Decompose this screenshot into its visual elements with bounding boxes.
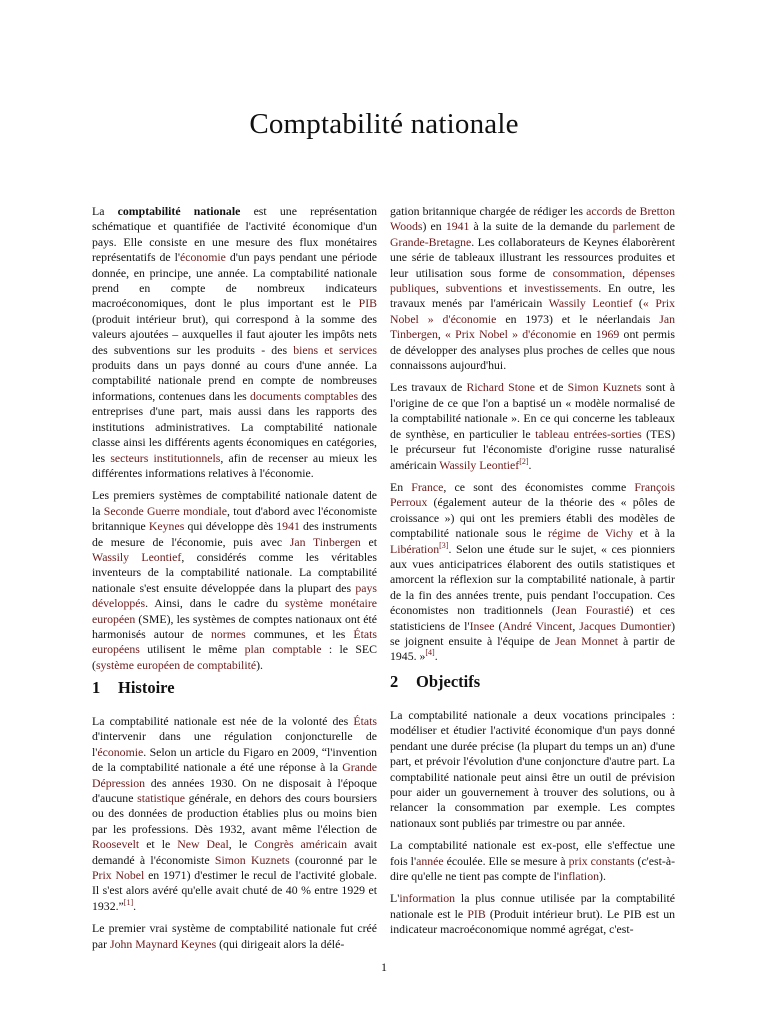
section-heading-objectifs <box>390 672 480 692</box>
link-statistique[interactable]: statistique <box>137 791 185 806</box>
bold-term: comptabilité nationale <box>117 204 241 218</box>
link-sec[interactable]: système européen de comptabilité <box>95 657 257 672</box>
link-richard-stone[interactable]: Richard Stone <box>466 380 536 395</box>
link-biens-services[interactable]: biens et services <box>293 342 377 357</box>
link-investissements[interactable]: investissements <box>524 281 599 296</box>
link-jean-monnet[interactable]: Jean Monnet <box>555 633 618 648</box>
link-france[interactable]: France <box>411 479 444 494</box>
link-tinbergen-b[interactable]: Jan Tinbergen <box>390 311 675 342</box>
link-pib[interactable]: PIB <box>358 296 377 311</box>
link-keynes[interactable]: Keynes <box>148 519 185 534</box>
link-bretton-woods[interactable]: accords de Bretton Woods <box>390 204 675 234</box>
link-1969[interactable]: 1969 <box>595 327 620 342</box>
link-parlement[interactable]: parlement <box>612 219 660 234</box>
link-roosevelt[interactable]: Roosevelt <box>92 837 140 852</box>
link-prix-nobel-economie-b[interactable]: « Prix Nobel » d'économie <box>445 327 577 342</box>
history-paragraph-3: gation britannique chargée de rédiger les accords de Bretton Woods) en 1941 à la suite de la demande du parlement de Grande-Bretagne. Les collaborateurs de Keynes élaborèrent une série de tableaux illustrant les ressources produites et leur utilisation sous forme de consommation, dépenses publiques, subventions et investissements. En outre, les travaux menés par l'américain Wassily Leontief (« Prix Nobel » d'économie en 1973) et le néerlandais Jan Tinbergen, « Prix Nobel » d'économie en 1969 ont permis de développer des analyses plus proches de celles que nous connaissons aujourd'hui. <box>390 204 676 373</box>
section-title: Objectifs <box>416 672 481 691</box>
link-1941[interactable]: 1941 <box>276 519 300 534</box>
link-pays-developpes[interactable]: pays développés <box>92 580 377 611</box>
link-grande-bretagne[interactable]: Grande-Bretagne <box>390 234 472 249</box>
reference-4[interactable]: [4] <box>425 648 435 658</box>
section-heading-histoire <box>92 678 175 698</box>
intro-paragraph-2: Les premiers systèmes de comptabilité nationale datent de la Seconde Guerre mondiale, tout d'abord avec l'économiste britannique Keynes qui développe dès 1941 des instruments de mesure de l'économie, puis avec Jan Tinbergen et Wassily Leontief, considérés comme les véritables inventeurs de la comptabilité nationale. La comptabilité nationale s'est ensuite développée dans la plupart des pays développés. Ainsi, dans le cadre du système monétaire européen (SME), les systèmes de comptes nationaux ont été harmonisés autour de normes communes, et les États européens utilisent le même plan comptable : le SEC (système européen de comptabilité). <box>92 488 378 672</box>
link-congres-americain[interactable]: Congrès américain <box>254 837 348 852</box>
link-leontief-c[interactable]: Wassily Leontief <box>439 457 520 472</box>
histoire-paragraph-2: Le premier vrai système de comptabilité nationale fut créé par John Maynard Keynes (qui dirigeait alors la délé- <box>92 921 377 951</box>
link-jean-fourastie[interactable]: Jean Fourastié <box>555 603 630 618</box>
link-new-deal[interactable]: New Deal <box>177 837 229 852</box>
link-leontief[interactable]: Wassily Leontief <box>92 549 182 564</box>
link-leontief-b[interactable]: Wassily Leontief <box>548 296 633 311</box>
link-sme[interactable]: système monétaire européen <box>92 596 377 626</box>
page-title: Comptabilité nationale <box>249 108 519 140</box>
left-column-histoire <box>92 714 377 959</box>
link-plan-comptable[interactable]: plan comptable <box>244 642 322 657</box>
link-seconde-guerre[interactable]: Seconde Guerre mondiale <box>103 503 227 518</box>
link-1941-b[interactable]: 1941 <box>445 219 470 234</box>
link-simon-kuznets[interactable]: Simon Kuznets <box>567 380 642 395</box>
link-jacques-dumontier[interactable]: Jacques Dumontier <box>579 618 672 633</box>
link-prix-nobel-economie[interactable]: « Prix Nobel » d'économie <box>390 296 675 326</box>
objectifs-paragraph-2: La comptabilité nationale est ex-post, elle s'effectue une fois l'année écoulée. Elle se mesure à prix constants (c'est-à-dire qu'elle ne tient pas compte de l'inflation). <box>390 838 676 884</box>
link-information[interactable]: information <box>399 891 456 906</box>
page-number: 1 <box>381 960 387 974</box>
reference-2[interactable]: [2] <box>519 456 529 466</box>
left-column-intro <box>92 204 377 680</box>
link-normes[interactable]: normes <box>211 626 246 641</box>
link-inflation[interactable]: inflation <box>559 869 600 884</box>
link-etats-europeens[interactable]: États européens <box>92 626 377 657</box>
link-francois-perroux[interactable]: François Perroux <box>390 479 675 510</box>
link-tinbergen[interactable]: Jan Tinbergen <box>289 534 361 549</box>
section-title: Histoire <box>118 678 175 697</box>
link-annee[interactable]: année <box>416 853 444 868</box>
link-pib-b[interactable]: PIB <box>467 906 486 921</box>
reference-1[interactable]: [1] <box>123 897 134 907</box>
link-consommation[interactable]: consommation <box>552 265 623 280</box>
histoire-paragraph-1: La comptabilité nationale est née de la volonté des États d'intervenir dans une régulation conjoncturelle de l'économie. Selon un article du Figaro en 2009, “l'invention de la comptabilité nationale a été une réponse à la Grande Dépression des années 1930. On ne disposait à l'époque d'aucune statistique générale, en dehors des cours boursiers ou des données de production établies plus ou moins bien par les professions. Dès 1932, avant même l'élection de Roosevelt et le New Deal, le Congrès américain avait demandé à l'économiste Simon Kuznets (couronné par le Prix Nobel en 1971) d'estimer le recul de l'activité globale. Il s'est alors avéré qu'elle avait chuté de 40 % entre 1929 et 1932.”[1]. <box>92 714 378 913</box>
link-liberation[interactable]: Libération <box>390 541 440 556</box>
link-regime-vichy[interactable]: régime de Vichy <box>548 526 633 541</box>
link-economie-b[interactable]: économie <box>97 744 144 759</box>
history-paragraph-5: En France, ce sont des économistes comme François Perroux (également auteur de la théorie des « pôles de croissance ») qui ont les premiers établi des modèles de comptabilité nationale sous le régime de Vichy et à la Libération[3]. Selon une étude sur le sujet, « ces pionniers aux vues anticipatrices élaborent des outils statistiques et amorcent la réflexion sur la comptabilité nationale, à partir de la fin des années trente, puis pendant l'occupation. Ces économistes non traditionnels (Jean Fourastié) et ces statisticiens de l'Insee (André Vincent, Jacques Dumontier) se joignent ensuite à l'équipe de Jean Monnet à partir de 1945. »[4]. <box>390 479 676 664</box>
link-documents-comptables[interactable]: documents comptables <box>249 388 359 403</box>
link-etats[interactable]: États <box>353 714 377 728</box>
objectifs-paragraph-1: La comptabilité nationale a deux vocations principales : modéliser et étudier l'activité économique d'un pays donné pendant une durée précise (la plupart du temps un an) d'une part, et prévoir l'évolution d'une conjoncture d'autre part. La comptabilité nationale peut ainsi être un outil de prévision pour aider un gouvernement à trouver des solutions, ou à relancer la consommation par exemple. Les comptes nationaux sont publiés par trimestre ou par année. <box>390 708 675 830</box>
link-subventions[interactable]: subventions <box>445 281 503 296</box>
right-column-objectifs <box>390 708 675 945</box>
history-paragraph-4: Les travaux de Richard Stone et de Simon Kuznets sont à l'origine de ce que l'on a baptisé un « modèle normalisé de la comptabilité nationale ». En ce qui concerne les tableaux de synthèse, en particulier le tableau entrées-sorties (TES) le précurseur fut l'économiste d'origine russe naturalisé américain Wassily Leontief[2]. <box>390 380 675 472</box>
link-john-maynard-keynes[interactable]: John Maynard Keynes <box>110 936 217 951</box>
reference-3[interactable]: [3] <box>439 540 449 550</box>
link-grande-depression[interactable]: Grande Dépression <box>92 760 377 790</box>
link-tableau-entrees-sorties[interactable]: tableau entrées-sorties <box>535 426 642 441</box>
link-economie[interactable]: économie <box>180 250 226 265</box>
section-number: 2 <box>390 672 399 691</box>
link-depenses-publiques[interactable]: dépenses publiques <box>390 265 675 296</box>
link-prix-constants[interactable]: prix constants <box>568 853 635 868</box>
link-insee[interactable]: Insee <box>469 618 495 633</box>
objectifs-paragraph-3: L'information la plus connue utilisée par la comptabilité nationale est le PIB (Produit intérieur brut). Le PIB est un indicateur macroéconomique nommé agrégat, c'est- <box>390 891 675 937</box>
link-simon-kuznets-b[interactable]: Simon Kuznets <box>214 852 290 867</box>
link-andre-vincent[interactable]: André Vincent <box>502 618 573 633</box>
link-prix-nobel[interactable]: Prix Nobel <box>92 868 145 883</box>
section-number: 1 <box>92 678 101 697</box>
right-column-history <box>390 204 675 672</box>
link-secteurs-institutionnels[interactable]: secteurs institutionnels <box>110 450 221 465</box>
intro-paragraph-1: La comptabilité nationale est une représentation schématique et quantifiée de l'activité économique d'un pays. Elle consiste en une mesure des flux monétaires représentatifs de l'économie d'un pays pendant une période donnée, en principe, une année. La comptabilité nationale prend en compte de nombreux indicateurs macroéconomiques, dont le plus important est le PIB (produit intérieur brut), qui correspond à la somme des valeurs ajoutées – auxquelles il faut ajouter les impôts nets des subventions sur les produits - des biens et services produits dans un pays donné au cours d'une année. La comptabilité nationale prend en compte de nombreuses informations, contenues dans les documents comptables des entreprises d'une part, mais aussi dans les rapports des institutions administratives. La comptabilité nationale classe ainsi les différents agents économiques en catégories, les secteurs institutionnels, afin de recenser au mieux les différentes informations relatives à l'économie. <box>92 204 377 480</box>
